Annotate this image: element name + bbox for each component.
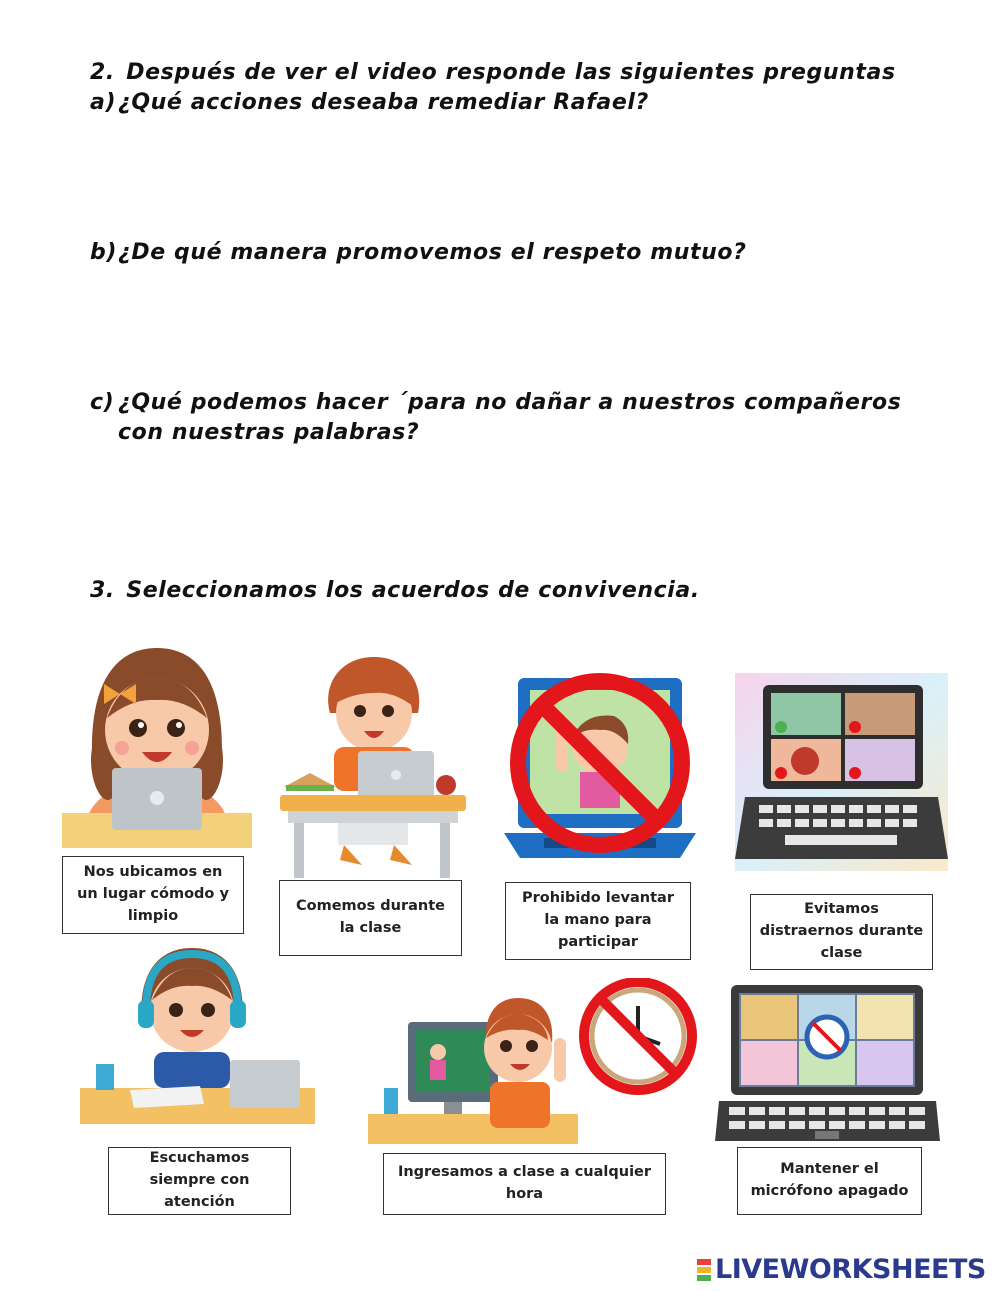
card-3-illustration[interactable] [504,668,696,868]
card-6-illustration[interactable] [368,978,698,1148]
section-2-number: 2. [90,60,115,85]
brand-mark-stripe [697,1259,711,1265]
girl-laptop-icon [62,648,252,848]
question-b-letter: b) [90,240,118,265]
prohibited-raise-hand-icon [504,668,696,868]
section-2-heading [90,60,896,85]
section-3-title: Seleccionamos los acuerdos de convivencia. [126,578,700,603]
section-2-title: Después de ver el video responde las siguientes preguntas [126,60,896,85]
card-2-illustration[interactable] [278,655,466,880]
question-c-text-line2: con nuestras palabras? [118,420,420,445]
question-a [90,90,649,115]
boy-eating-desk-icon [278,655,466,880]
brand-mark-stripe [697,1267,711,1273]
girl-headphones-icon [80,940,315,1140]
brand-mark-stripe [697,1275,711,1281]
card-4-label[interactable]: Evitamos distraernos durante clase [750,894,933,970]
section-3-heading [90,578,700,603]
card-2-label[interactable]: Comemos durante la clase [279,880,462,956]
brand-mark-icon [697,1259,711,1281]
video-call-laptop-icon [735,673,948,871]
card-7-illustration[interactable] [715,983,940,1145]
question-c-text-line1: ¿Qué podemos hacer ´para no dañar a nuestros compañeros [118,390,902,415]
card-4-illustration[interactable] [735,673,948,871]
question-c-continued [90,420,419,445]
boy-computer-clock-prohibited-icon [368,978,698,1148]
card-1-label[interactable]: Nos ubicamos en un lugar cómodo y limpio [62,856,244,934]
laptop-mute-icon [715,983,940,1145]
question-c-letter: c) [90,390,115,415]
card-7-label[interactable]: Mantener el micrófono apagado [737,1147,922,1215]
question-a-letter: a) [90,90,117,115]
card-6-label[interactable]: Ingresamos a clase a cualquier hora [383,1153,666,1215]
card-5-label[interactable]: Escuchamos siempre con atención [108,1147,291,1215]
card-1-illustration[interactable] [62,648,252,848]
liveworksheets-logo[interactable] [697,1254,986,1285]
card-3-label[interactable]: Prohibido levantar la mano para participar [505,882,691,960]
question-c [90,390,901,415]
brand-name: LIVEWORKSHEETS [715,1254,986,1285]
question-a-text: ¿Qué acciones deseaba remediar Rafael? [118,90,649,115]
question-b-text: ¿De qué manera promovemos el respeto mutuo? [118,240,747,265]
card-5-illustration[interactable] [80,940,315,1140]
question-b [90,240,747,265]
section-3-number: 3. [90,578,115,603]
